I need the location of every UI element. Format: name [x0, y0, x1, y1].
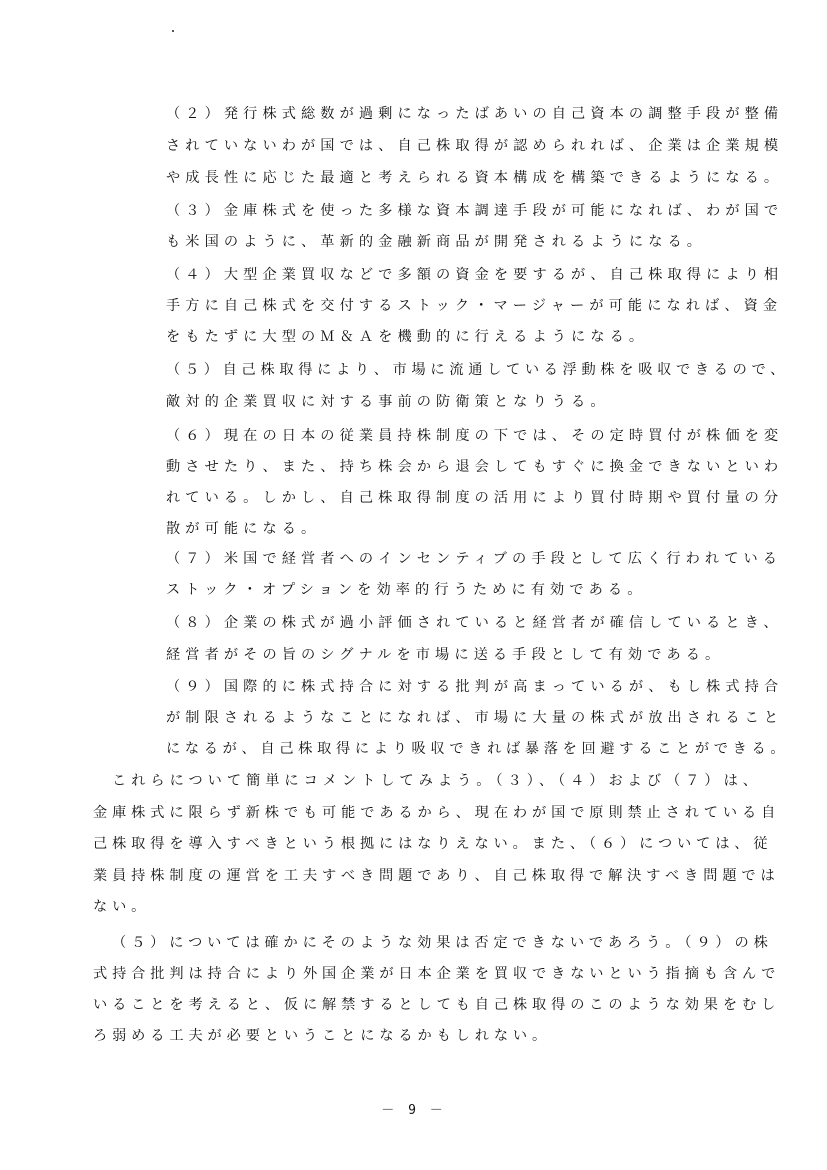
item-9-line-3: になるが、自己株取得により吸収できれば暴落を回避することができる。 — [166, 741, 790, 757]
comment-1-line-1: これらについて簡単にコメントしてみよう。（３）、（４）および（７）は、 — [112, 773, 762, 789]
item-5-line-1: （５）自己株取得により、市場に流通している浮動株を吸収できるので、 — [166, 362, 790, 378]
comment-2-line-2: 式持合批判は持合により外国企業が日本企業を買収できないという指摘も含んで — [93, 966, 781, 982]
item-7-line-2: ストック・オプションを効率的行うために有効である。 — [166, 582, 647, 598]
item-2-line-1: （２）発行株式総数が過剰になったばあいの自己資本の調整手段が整備 — [166, 106, 784, 122]
comment-2-line-3: いることを考えると、仮に解禁するとしても自己株取得のこのような効果をむし — [93, 997, 781, 1013]
item-4-line-1: （４）大型企業買収などで多額の資金を要するが、自己株取得により相 — [166, 267, 784, 283]
item-6-line-4: 散が可能になる。 — [166, 521, 321, 537]
item-3-line-1: （３）金庫株式を使った多様な資本調達手段が可能になれば、わが国で — [166, 203, 784, 219]
page-number: － 9 － — [381, 1103, 446, 1118]
comment-1-line-2: 金庫株式に限らず新株でも可能であるから、現在わが国で原則禁止されている自 — [93, 805, 781, 821]
item-7-line-1: （７）米国で経営者へのインセンティブの手段として広く行われている — [166, 551, 783, 567]
comment-1-line-4: 業員持株制度の運営を工夫すべき問題であり、自己株取得で解決すべき問題では — [93, 868, 780, 884]
item-2-line-3: や成長性に応じた最適と考えられる資本構成を構築できるようになる。 — [166, 170, 784, 186]
item-4-line-2: 手方に自己株式を交付するストック・マージャーが可能になれば、資金 — [166, 298, 783, 314]
item-6-line-2: 動させたり、また、持ち株会から退会してもすぐに換金できないといわ — [166, 459, 784, 475]
item-9-line-2: が制限されるようなことになれば、市場に大量の株式が放出されること — [166, 710, 784, 726]
item-4-line-3: をもたずに大型のＭ＆Ａを機動的に行えるようになる。 — [166, 329, 649, 345]
item-6-line-1: （６）現在の日本の従業員持株制度の下では、その定時買付が株価を変 — [166, 428, 784, 444]
item-2-line-2: されていないわが国では、自己株取得が認められれば、企業は企業規模 — [166, 138, 784, 154]
item-3-line-2: も米国のように、革新的金融新商品が開発されるようになる。 — [166, 234, 707, 250]
comment-1-line-3: 己株取得を導入すべきという根拠にはなりえない。また、（６）については、従 — [93, 836, 773, 852]
comment-1-line-5: ない。 — [93, 899, 151, 915]
item-8-line-1: （８）企業の株式が過小評価されていると経営者が確信しているとき、 — [166, 615, 783, 631]
comment-2-line-4: ろ弱める工夫が必要ということになるかもしれない。 — [93, 1028, 552, 1044]
item-8-line-2: 経営者がその旨のシグナルを市場に送る手段として有効である。 — [166, 647, 725, 663]
item-6-line-3: れている。しかし、自己株取得制度の活用により買付時期や買付量の分 — [166, 490, 784, 506]
item-5-line-2: 敵対的企業買収に対する事前の防衛策となりうる。 — [166, 394, 610, 410]
comment-2-line-1: （５）については確かにそのような効果は否定できないであろう。（９）の株 — [112, 935, 773, 951]
item-9-line-1: （９）国際的に株式持合に対する批判が高まっているが、もし株式持合 — [166, 679, 784, 695]
scan-mark — [172, 30, 174, 32]
